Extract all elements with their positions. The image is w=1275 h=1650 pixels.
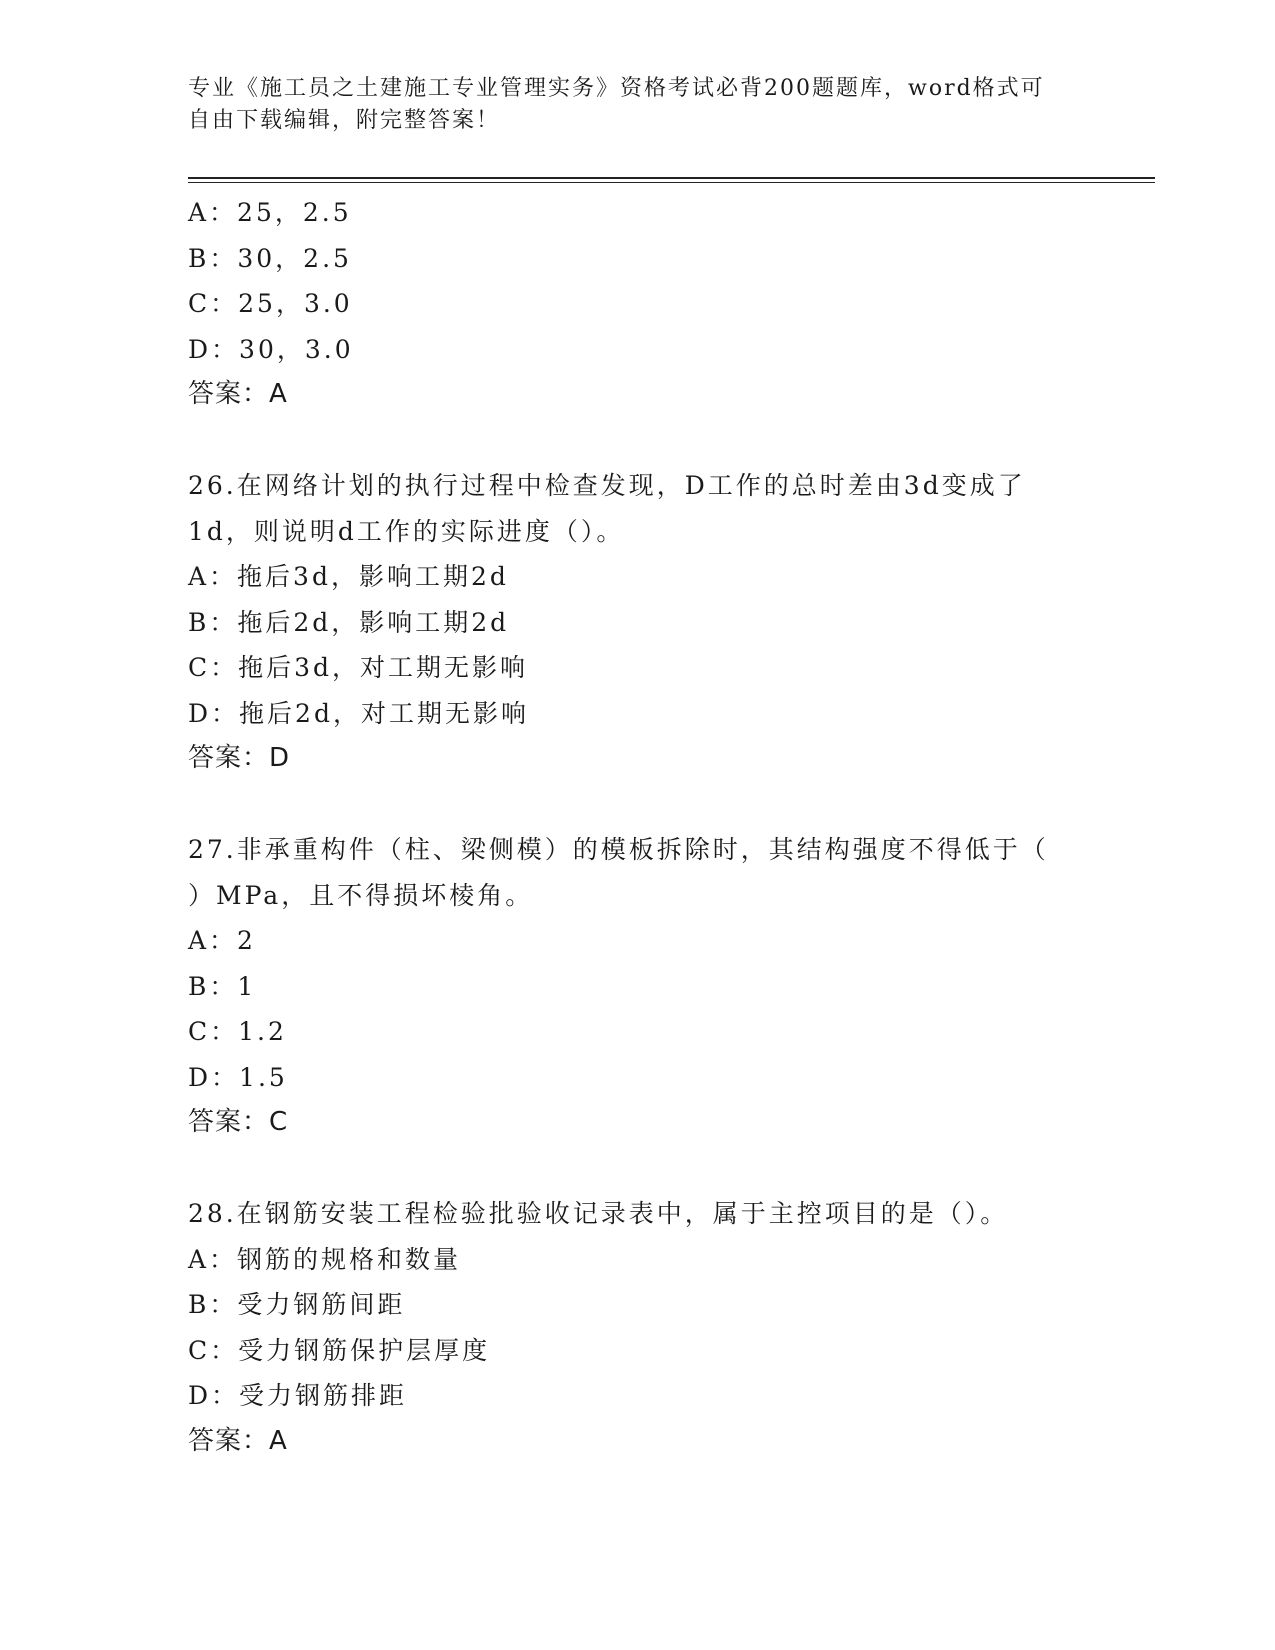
- document-header: [188, 73, 1068, 137]
- question-28: [188, 1191, 1088, 1464]
- option-b: B：1: [188, 971, 257, 1001]
- question-25: [188, 190, 1088, 418]
- option-a: A：25，2.5: [188, 198, 352, 227]
- option-b: B：受力钢筋间距: [188, 1290, 406, 1319]
- question-text-line-2: ）MPa，且不得损坏棱角。: [188, 880, 534, 910]
- question-text-line-1: 28.在钢筋安装工程检验批验收记录表中，属于主控项目的是（）。: [188, 1199, 1009, 1228]
- header-line-2: 自由下载编辑，附完整答案！: [188, 108, 501, 133]
- spacer: [188, 1146, 1088, 1192]
- option-b: B：30，2.5: [188, 243, 352, 273]
- option-c: C：拖后3d，对工期无影响: [188, 653, 529, 682]
- option-d: D：受力钢筋排距: [188, 1381, 408, 1410]
- question-text-line-1: 26.在网络计划的执行过程中检查发现，D工作的总时差由3d变成了: [188, 471, 1026, 500]
- header-rule-thin: [188, 182, 1155, 183]
- answer: 答案：D: [188, 743, 291, 773]
- spacer: [188, 418, 1088, 464]
- header-rule-thick: [188, 177, 1155, 179]
- option-a: A：钢筋的规格和数量: [188, 1244, 462, 1274]
- header-line-1: 专业《施工员之土建施工专业管理实务》资格考试必背200题题库，word格式可: [188, 76, 1045, 101]
- option-d: D：拖后2d，对工期无影响: [188, 698, 529, 728]
- option-a: A：2: [188, 926, 256, 955]
- answer: 答案：C: [188, 1107, 289, 1137]
- question-list: [188, 190, 1088, 1464]
- option-c: C：受力钢筋保护层厚度: [188, 1335, 491, 1365]
- spacer: [188, 782, 1088, 828]
- option-d: D：30，3.0: [188, 334, 354, 364]
- option-a: A：拖后3d，影响工期2d: [188, 562, 509, 591]
- option-d: D：1.5: [188, 1062, 288, 1092]
- option-b: B：拖后2d，影响工期2d: [188, 607, 510, 637]
- question-text-line-1: 27.非承重构件（柱、梁侧模）的模板拆除时，其结构强度不得低于（: [188, 835, 1049, 864]
- question-27: [188, 827, 1088, 1146]
- answer: 答案：A: [188, 1425, 288, 1456]
- question-26: [188, 463, 1088, 782]
- answer: 答案：A: [188, 379, 288, 409]
- option-c: C：1.2: [188, 1017, 287, 1046]
- option-c: C：25，3.0: [188, 289, 353, 318]
- question-text-line-2: 1d，则说明d工作的实际进度（）。: [188, 516, 625, 546]
